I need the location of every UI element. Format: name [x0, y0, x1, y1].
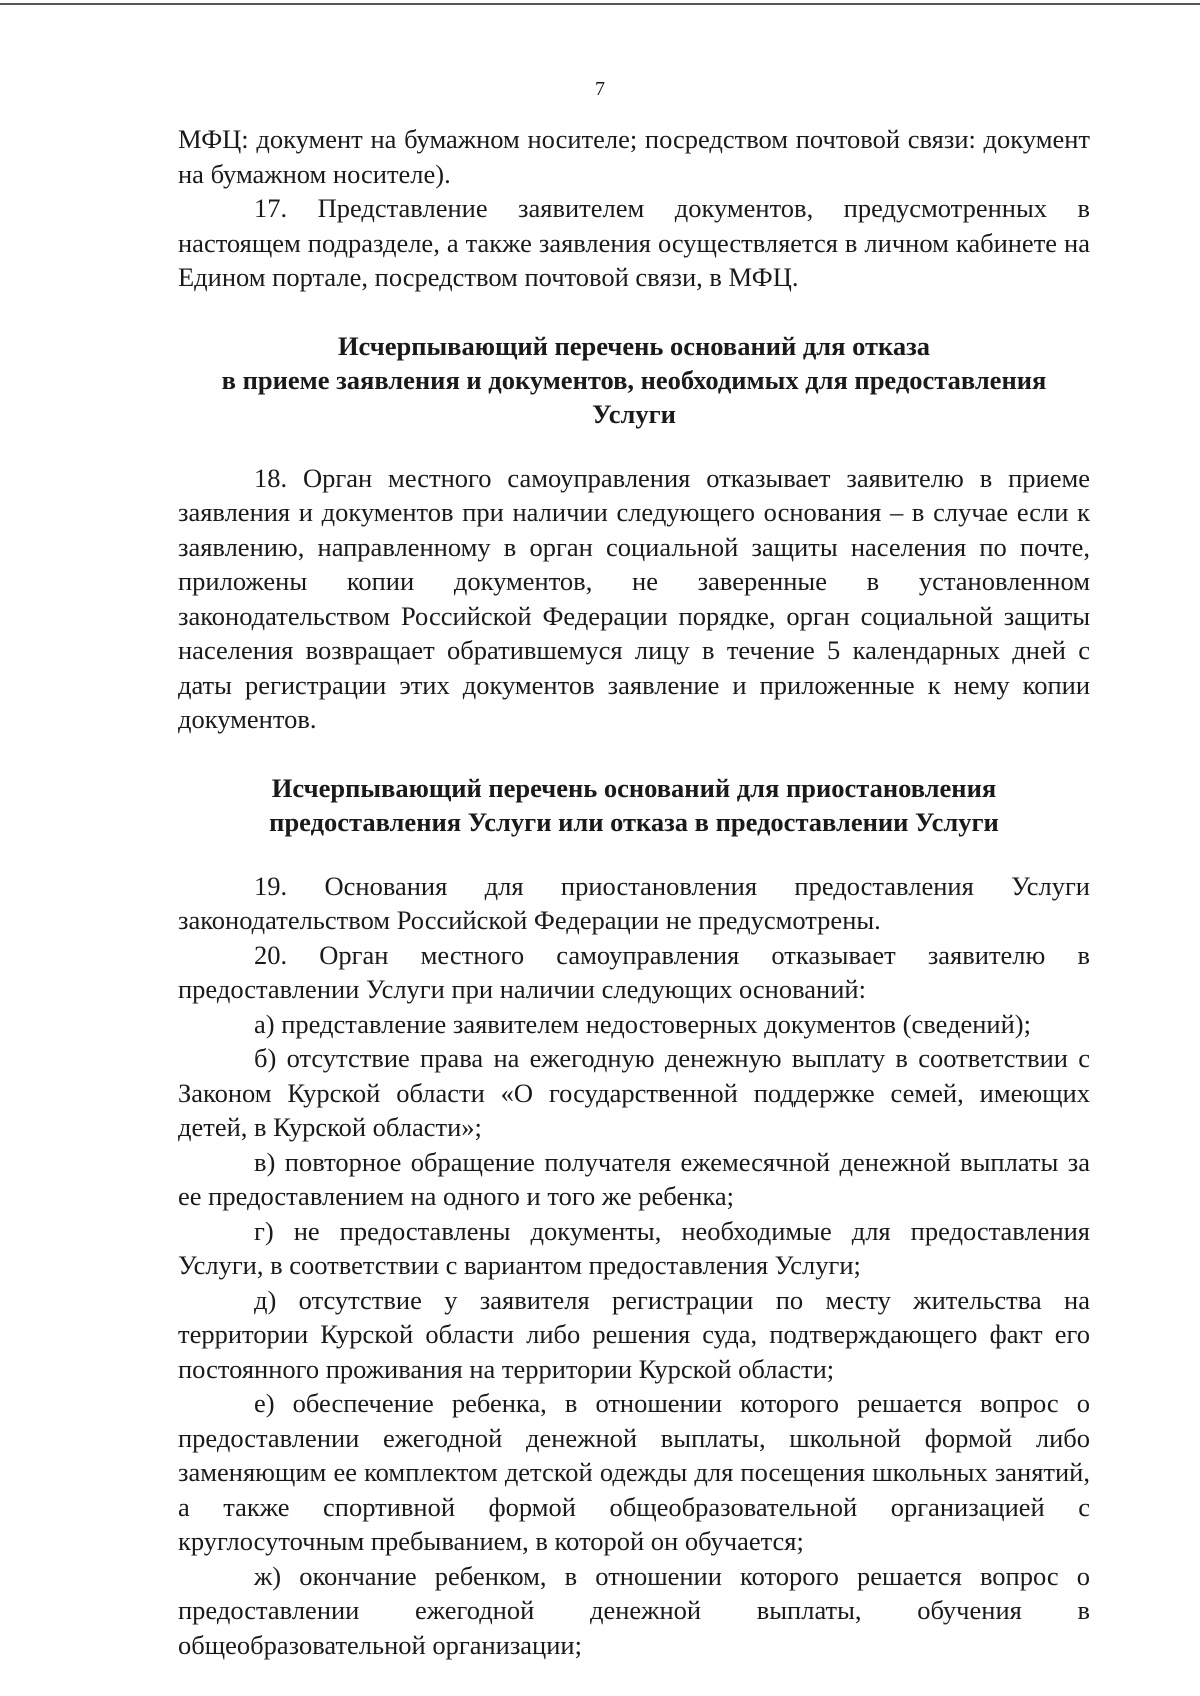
list-item-a: а) представление заявителем недостоверных документов (сведений); [254, 1008, 1031, 1039]
list-item-b: б) отсутствие права на ежегодную денежную выплату в соответствии с Законом Курской области «О государственной поддержке семей, имеющих детей, в Курской области»; [178, 1043, 1090, 1142]
heading-line: Исчерпывающий перечень оснований для приостановления [271, 772, 997, 803]
paragraph-17: 17. Представление заявителем документов, предусмотренных в настоящем подразделе, а также заявления осуществляется в личном кабинете на Едином портале, посредством почтовой связи, в МФЦ. [178, 193, 1090, 292]
heading-line: предоставления Услуги или отказа в предоставлении Услуги [269, 806, 999, 837]
paragraph-19: 19. Основания для приостановления предоставления Услуги законодательством Российской Федерации не предусмотрены. [178, 870, 1090, 935]
scan-top-edge [0, 3, 1200, 5]
heading-line: в приеме заявления и документов, необходимых для предоставления [221, 364, 1047, 395]
heading-line: Исчерпывающий перечень оснований для отказа [337, 330, 931, 361]
section-heading-suspension-refusal [178, 771, 1090, 839]
list-item-g: г) не предоставлены документы, необходимые для предоставления Услуги, в соответствии с вариантом предоставления Услуги; [178, 1215, 1090, 1280]
paragraph-20: 20. Орган местного самоуправления отказывает заявителю в предоставлении Услуги при наличии следующих оснований: [178, 939, 1090, 1004]
section-heading-refusal-acceptance [178, 329, 1090, 431]
paragraph-18: 18. Орган местного самоуправления отказывает заявителю в приеме заявления и документов при наличии следующего основания – в случае если к заявлению, направленному в орган социальной защиты населения по почте, приложены копии документов, не заверенные в установленном законодательством Российской Федерации порядке, орган социальной защиты населения возвращает обратившемуся лицу в течение 5 календарных дней с даты регистрации этих документов заявление и приложенные к нему копии документов. [178, 462, 1090, 734]
list-item-v: в) повторное обращение получателя ежемесячной денежной выплаты за ее предоставлением на одного и того же ребенка; [178, 1146, 1090, 1211]
page-number: 7 [595, 78, 605, 100]
document-page [178, 122, 1090, 1662]
paragraph-mfc-continuation: МФЦ: документ на бумажном носителе; посредством почтовой связи: документ на бумажном носителе). [178, 124, 1090, 189]
list-item-d: д) отсутствие у заявителя регистрации по месту жительства на территории Курской области либо решения суда, подтверждающего факт его постоянного проживания на территории Курской области; [178, 1284, 1090, 1384]
heading-line: Услуги [592, 398, 676, 429]
list-item-e: е) обеспечение ребенка, в отношении которого решается вопрос о предоставлении ежегодной денежной выплаты, школьной формой либо заменяющим ее комплектом детской одежды для посещения школьных занятий, а также спортивной формой общеобразовательной организацией с круглосуточным пребыванием, в которой он обучается; [178, 1388, 1090, 1556]
list-item-zh: ж) окончание ребенком, в отношении которого решается вопрос о предоставлении ежегодной денежной выплаты, обучения в общеобразовательной организации; [178, 1560, 1090, 1660]
